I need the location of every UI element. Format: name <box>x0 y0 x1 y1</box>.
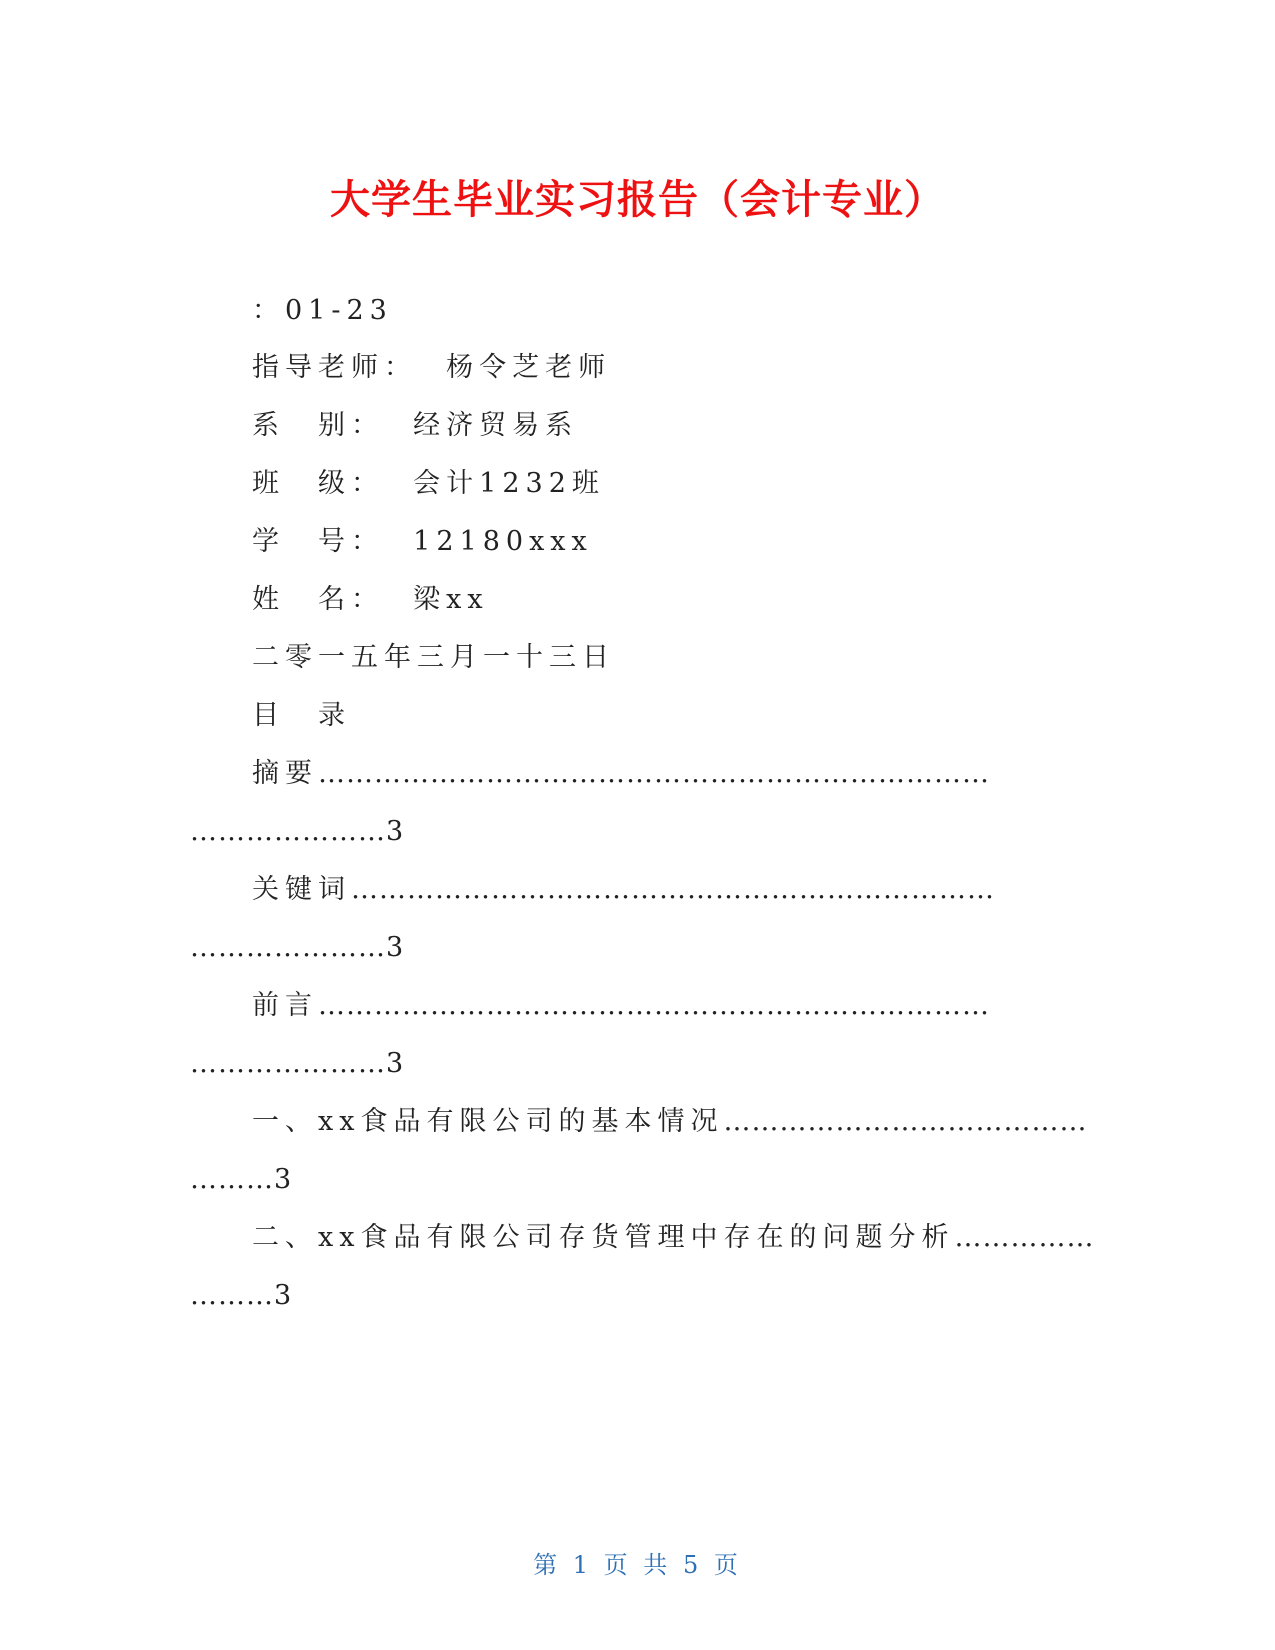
field-department <box>252 408 578 444</box>
field-value: 杨令芝老师 <box>446 352 612 383</box>
toc-entry-page: ………3 <box>190 1164 293 1195</box>
field-value: 会计1232班 <box>413 468 605 499</box>
toc-entry-keywords <box>252 872 1062 908</box>
toc-leader-dots: ……………………………………………………………… <box>318 990 990 1021</box>
field-label: 学 号： <box>252 526 384 557</box>
field-label: 姓 名： <box>252 584 384 615</box>
toc-entry-text: 关键词 <box>252 874 351 905</box>
toc-entry-text: 前言 <box>252 990 318 1021</box>
toc-entry-page: …………………3 <box>190 816 405 847</box>
toc-entry-abstract <box>252 756 1062 792</box>
toc-entry-text: 一、xx食品有限公司的基本情况 <box>252 1106 724 1137</box>
toc-entry-text: 摘要 <box>252 758 318 789</box>
toc-entry-preface <box>252 988 1062 1024</box>
field-value: 经济贸易系 <box>413 410 579 441</box>
toc-leader-dots: ………………………………… <box>723 1106 1088 1137</box>
field-label: 系 别： <box>252 410 384 441</box>
field-value: 梁xx <box>413 584 489 615</box>
toc-entry-section-1 <box>252 1104 1088 1140</box>
page-number-footer: 第 1 页 共 5 页 <box>533 1551 742 1579</box>
field-label: 指导老师： <box>252 352 417 383</box>
toc-entry-page: …………………3 <box>190 932 405 963</box>
toc-leader-dots: ……………………………………………………………… <box>318 758 990 789</box>
toc-heading: 目 录 <box>252 700 351 731</box>
toc-entry-page: ………3 <box>190 1280 293 1311</box>
toc-entry-text: 二、xx食品有限公司存货管理中存在的问题分析 <box>252 1222 955 1253</box>
toc-entry-page: …………………3 <box>190 1048 405 1079</box>
field-advisor <box>252 350 611 386</box>
field-label: 班 级： <box>252 468 384 499</box>
report-date: 二零一五年三月一十三日 <box>252 642 615 673</box>
field-student-id <box>252 524 593 560</box>
date-line: ：01-23 <box>252 295 393 326</box>
field-class <box>252 466 605 502</box>
toc-leader-dots: …………………………………………………………… <box>351 874 995 905</box>
toc-leader-dots: …………… <box>954 1222 1095 1253</box>
toc-entry-section-2 <box>252 1220 1095 1256</box>
document-title: 大学生毕业实习报告（会计专业） <box>330 177 945 223</box>
field-name <box>252 582 489 618</box>
field-value: 12180xxx <box>413 526 593 557</box>
